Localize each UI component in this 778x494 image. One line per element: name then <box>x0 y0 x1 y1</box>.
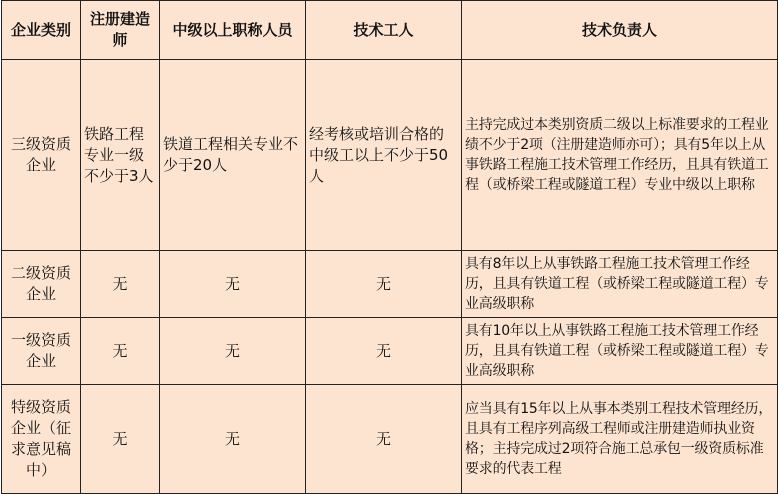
table-row <box>2 318 778 385</box>
cell-category: 二级资质企业 <box>2 251 81 318</box>
cell-tech-lead: 具有8年以上从事铁路工程施工技术管理工作经历，且具有铁道工程（或桥梁工程或隧道工程）专业高级职称 <box>462 251 778 318</box>
cell-technician: 无 <box>306 385 462 494</box>
cell-registered-builder: 无 <box>81 251 160 318</box>
cell-mid-title: 无 <box>160 385 306 494</box>
header-technician: 技术工人 <box>306 1 462 60</box>
header-category: 企业类别 <box>2 1 81 60</box>
cell-registered-builder: 铁路工程专业一级不少于3人 <box>81 60 160 251</box>
cell-category: 特级资质企业（征求意见稿中） <box>2 385 81 494</box>
qualification-table <box>1 0 778 494</box>
cell-technician: 无 <box>306 318 462 385</box>
cell-tech-lead: 应当具有15年以上从事本类别工程技术管理经历，且具有工程序列高级工程师或注册建造师执业资格；主持完成过2项符合施工总承包一级资质标准要求的代表工程 <box>462 385 778 494</box>
cell-mid-title: 无 <box>160 251 306 318</box>
cell-technician: 无 <box>306 251 462 318</box>
table-header-row <box>2 1 778 60</box>
cell-tech-lead: 具有10年以上从事铁路工程施工技术管理工作经历，且具有铁道工程（或桥梁工程或隧道工程）专业高级职称 <box>462 318 778 385</box>
table-row <box>2 385 778 494</box>
cell-tech-lead: 主持完成过本类别资质二级以上标准要求的工程业绩不少于2项（注册建造师亦可）；具有5年以上从事铁路工程施工技术管理工作经历，且具有铁道工程（或桥梁工程或隧道工程）专业中级以上职称 <box>462 60 778 251</box>
header-tech-lead: 技术负责人 <box>462 1 778 60</box>
cell-technician: 经考核或培训合格的中级工以上不少于50人 <box>306 60 462 251</box>
header-registered-builder: 注册建造师 <box>81 1 160 60</box>
cell-registered-builder: 无 <box>81 318 160 385</box>
table-row <box>2 251 778 318</box>
cell-mid-title: 铁道工程相关专业不少于20人 <box>160 60 306 251</box>
header-mid-title: 中级以上职称人员 <box>160 1 306 60</box>
cell-category: 三级资质企业 <box>2 60 81 251</box>
cell-category: 一级资质企业 <box>2 318 81 385</box>
table-row <box>2 60 778 251</box>
cell-registered-builder: 无 <box>81 385 160 494</box>
cell-mid-title: 无 <box>160 318 306 385</box>
